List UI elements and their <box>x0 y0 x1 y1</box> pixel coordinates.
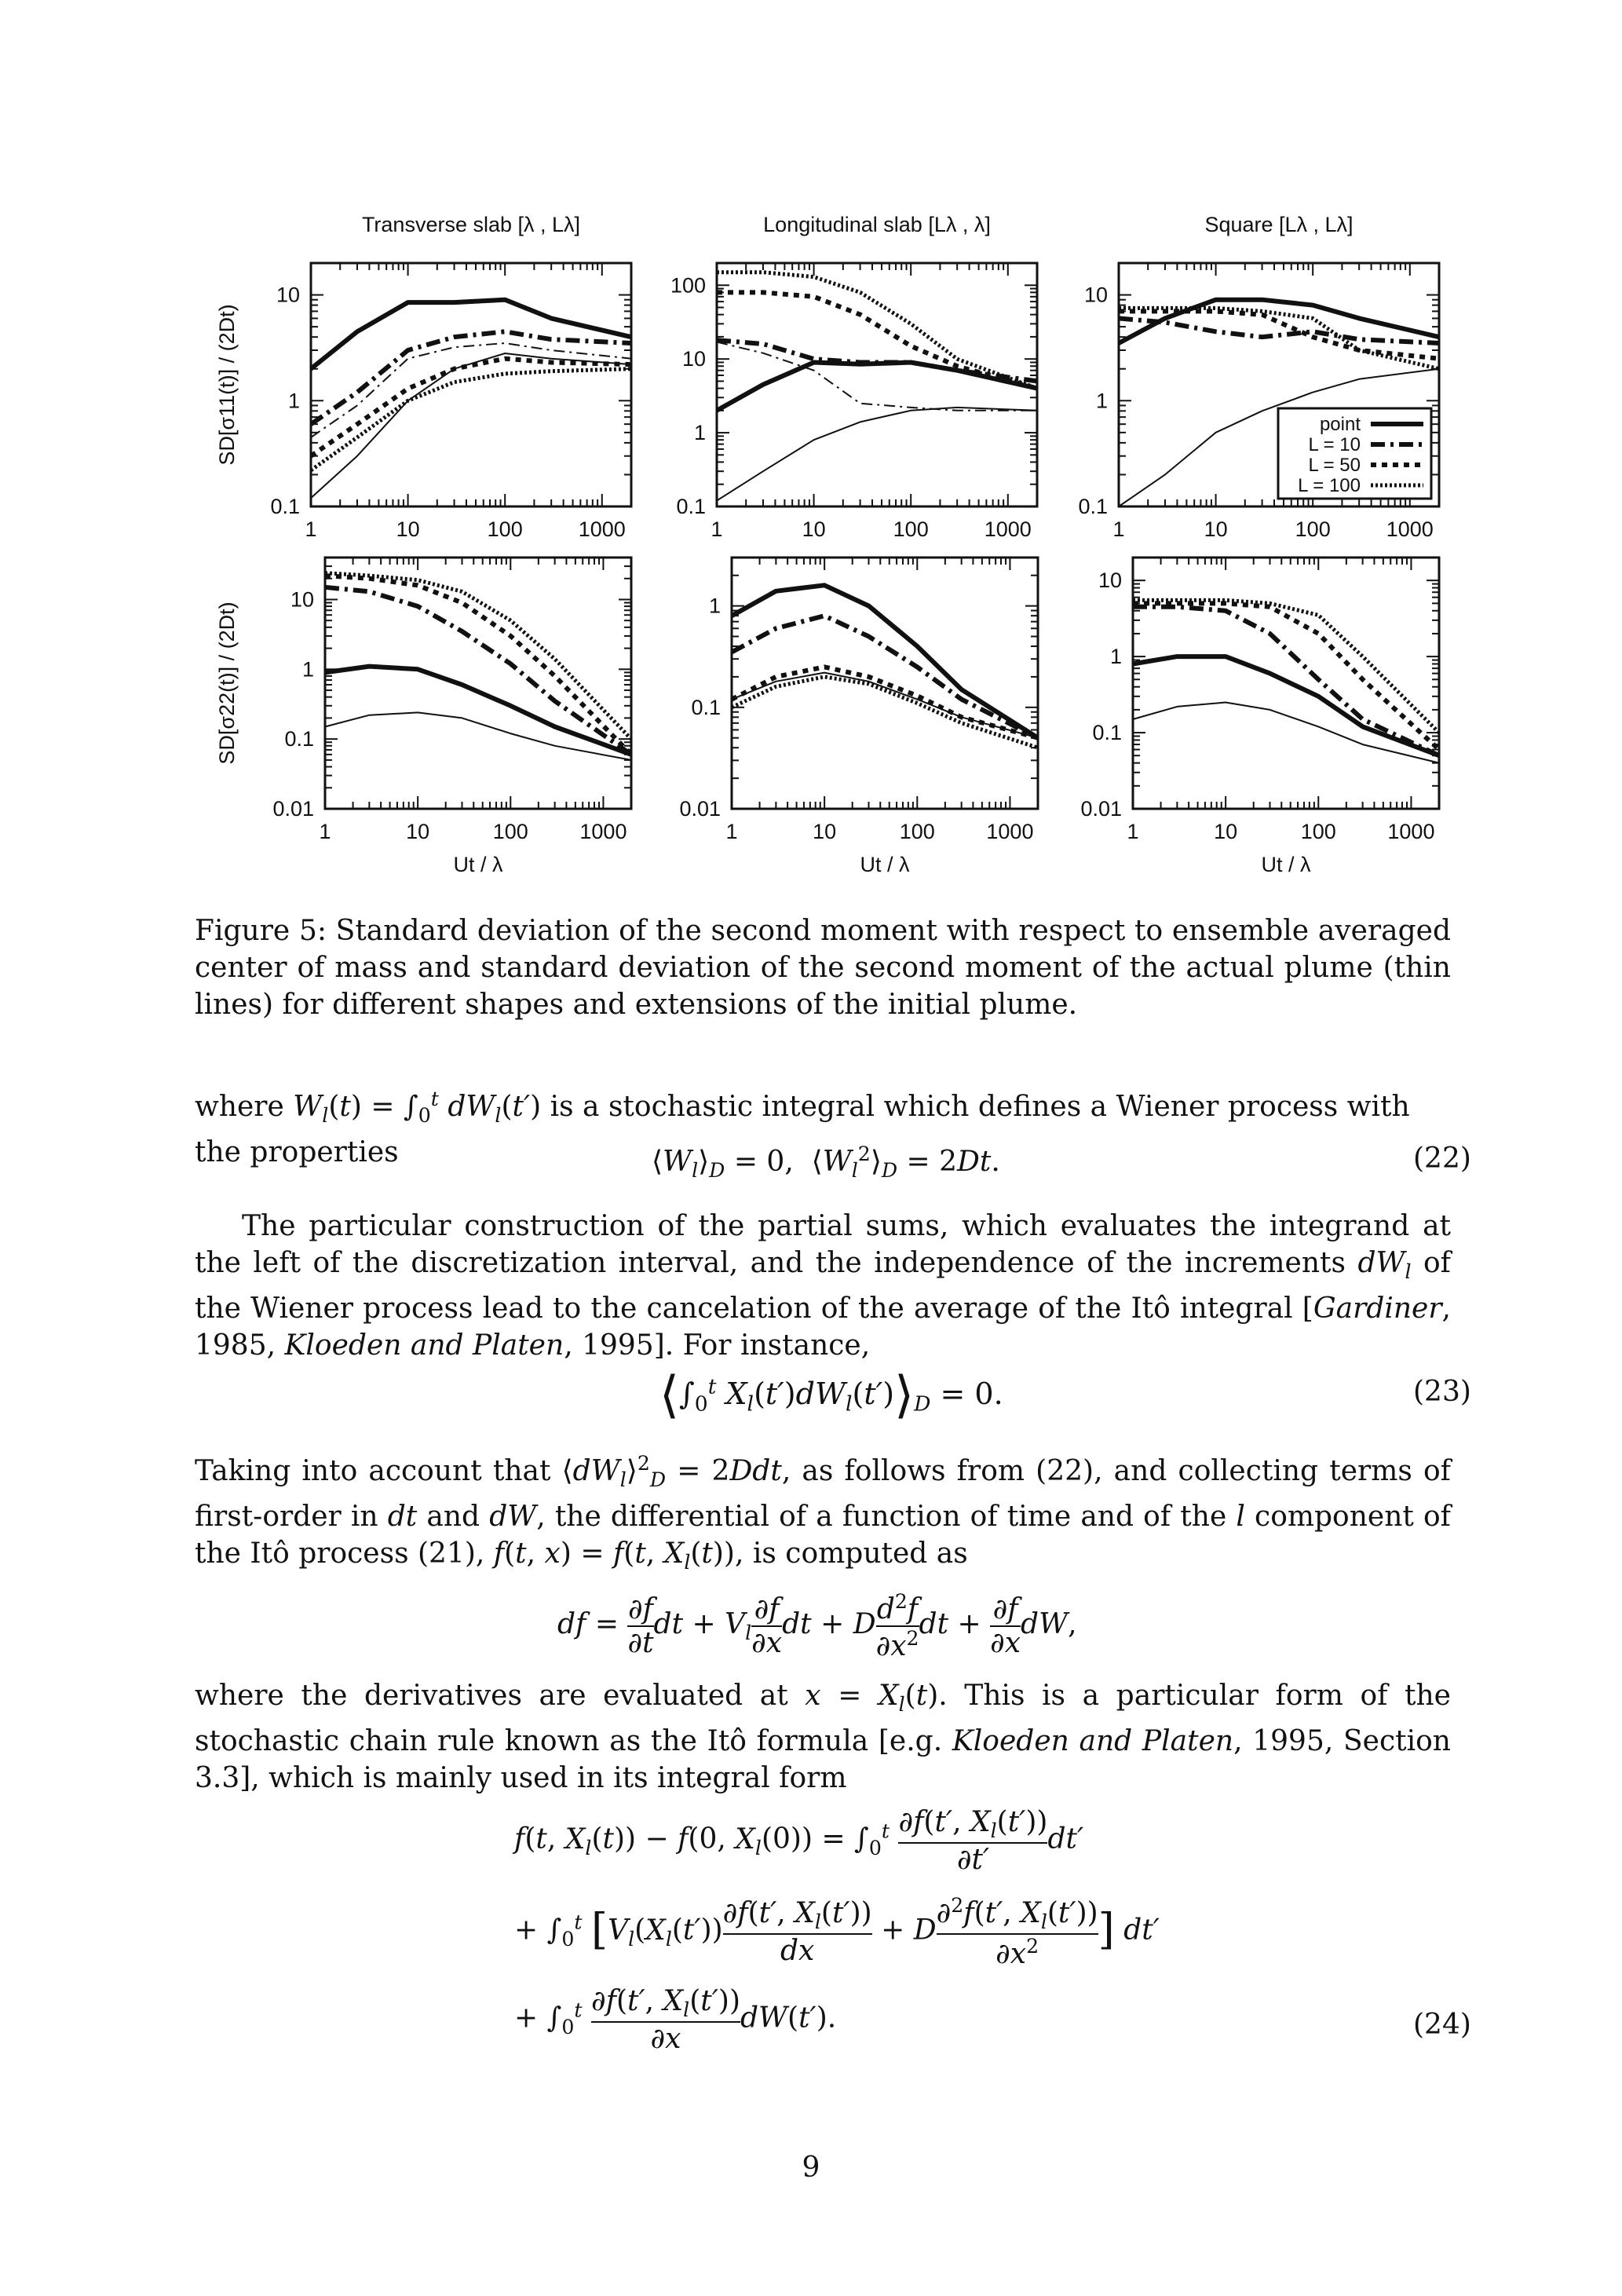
text-segment: , is computed as <box>734 1537 968 1570</box>
equation-number-24: (24) <box>1413 2009 1471 2041</box>
figure-5 <box>0 0 1622 911</box>
x-axis-label: Ut / λ <box>453 853 503 876</box>
y-tick-label: 10 <box>276 283 300 307</box>
y-tick-label: 0.01 <box>679 797 721 821</box>
legend-label: L = 100 <box>1298 475 1361 496</box>
series-line <box>732 667 1038 737</box>
y-tick-label: 10 <box>290 587 314 612</box>
x-tick-label: 100 <box>492 820 528 843</box>
x-tick-label: 10 <box>406 820 430 843</box>
paragraph-ito: The particular construction of the partial sums, which evaluates the integrand at the left of the discretization interval, and the independence of the increments $dW_l$ of the Wiener process lead to the cancelation of the average of the Itô integral [Gardiner, 1985, Kloeden and Platen, 1995]. For instance, <box>195 1210 1451 1362</box>
series-line <box>1133 703 1439 763</box>
y-tick-label: 1 <box>693 421 706 445</box>
equation-itoformula: df = $\frac{\partial f}{\partial t}$ dt + $V_l$ $\frac{\partial f}{\partial x}$ dt + D $\frac{d^2f}{\partial x^2}$ dt + $\frac{\partial f}{\partial x}$ dW, <box>557 1590 1077 1662</box>
equation-24-line3: + $\int_0^t$ $\frac{\partial f(t', X_l(t'))}{\partial x}$ dW(t′). <box>514 1985 837 2056</box>
y-tick-label: 0.01 <box>272 797 314 821</box>
x-tick-label: 10 <box>802 517 826 541</box>
equation-22: $⟨W_l⟩_D = 0$, $⟨W_l^2⟩_D = 2Dt$. <box>652 1143 1000 1183</box>
legend-label: L = 10 <box>1308 434 1361 455</box>
text-segment: , 1985, <box>195 1292 1451 1362</box>
x-tick-label: 1000 <box>1387 820 1435 843</box>
y-axis-label: SD[σ22(t)] / (2Dt) <box>215 601 239 765</box>
x-tick-label: 1000 <box>579 820 627 843</box>
series-line <box>325 667 631 755</box>
x-tick-label: 1000 <box>986 820 1034 843</box>
x-tick-label: 1 <box>1127 820 1139 843</box>
panel-title: Transverse slab [λ , Lλ] <box>361 213 581 236</box>
text-segment: , the differential of a function of time and of the <box>536 1501 1237 1534</box>
x-tick-label: 100 <box>487 517 523 541</box>
y-tick-label: 1 <box>708 594 721 618</box>
x-tick-label: 1 <box>319 820 331 843</box>
text-segment: , 1995]. For instance, <box>564 1329 871 1362</box>
plot-frame <box>732 558 1038 809</box>
y-tick-label: 0.1 <box>1092 721 1122 745</box>
y-axis-label: SD[σ11(t)] / (2Dt) <box>215 304 239 466</box>
y-tick-label: 0.1 <box>1078 495 1108 518</box>
x-tick-label: 1 <box>305 517 317 541</box>
text-segment: , 1995, Section 3.3], which is mainly used in its integral form <box>195 1725 1451 1795</box>
x-axis-label: Ut / λ <box>1261 853 1311 876</box>
citation: Kloeden and Platen <box>284 1329 564 1362</box>
y-tick-label: 0.1 <box>676 495 706 518</box>
x-tick-label: 10 <box>813 820 837 843</box>
x-tick-label: 1000 <box>1386 517 1434 541</box>
series-line <box>1133 600 1439 733</box>
text-segment: , as follows from (22), and collecting terms of first-order in <box>195 1455 1451 1534</box>
paragraph-taking: Taking into account that $⟨dW_l⟩^2_D = 2Ddt$, as follows from (22), and collecting terms of first-order in dt and dW, the differential of a function of time and of the l component of the Itô process (21), f(t, x) = f(t, $X_l(t)$), is computed as <box>195 1452 1451 1574</box>
series-line <box>717 272 1037 389</box>
text-segment: . This is a particular form of the stochastic chain rule known as the Itô formula [e.g. <box>195 1680 1451 1758</box>
y-tick-label: 0.1 <box>691 695 721 719</box>
figure-caption: Figure 5: Standard deviation of the second moment with respect to ensemble averaged center of mass and standard deviation of the second moment of the actual plume (thin lines) for different shapes and extensions of the initial plume. <box>195 915 1451 1021</box>
x-tick-label: 100 <box>893 517 929 541</box>
series-line <box>311 359 631 456</box>
text-segment: is a stochastic integral which defines a Wiener process with the properties <box>195 1091 1410 1169</box>
plot-frame <box>325 558 631 809</box>
series-line <box>717 292 1037 388</box>
series-line <box>1119 318 1439 343</box>
equation-23: $⟨\int_0^t$ $X_l(t')dW_l(t')⟩_D = 0$. <box>659 1366 1003 1424</box>
x-tick-label: 100 <box>899 820 935 843</box>
series-line <box>325 573 631 740</box>
text-segment: The particular construction of the partial sums, which evaluates the integrand at the left of the discretization interval, and the independence of the increments <box>195 1210 1451 1279</box>
x-tick-label: 1 <box>711 517 723 541</box>
equation-24-line2: + $\int_0^t$ [$V_l(X_l(t'))$ $\frac{\partial f(t', X_l(t'))}{dx}$ + D $\frac{\partial^2f(t', X_l(t'))}{\partial x^2}$ ] dt′ <box>514 1894 1160 1971</box>
y-tick-label: 0.1 <box>270 495 300 518</box>
series-line <box>732 616 1038 738</box>
series-line <box>325 587 631 755</box>
series-line <box>732 673 1038 738</box>
text-segment: Taking into account that <box>195 1455 562 1487</box>
figure-svg <box>0 0 1622 911</box>
y-tick-label: 100 <box>670 273 706 298</box>
text-segment: component of the Itô process (21), <box>195 1501 1451 1570</box>
page-number: 9 <box>802 2152 820 2184</box>
y-tick-label: 0.01 <box>1080 797 1122 821</box>
y-tick-label: 1 <box>1109 645 1122 669</box>
paragraph-derivatives: where the derivatives are evaluated at $x = X_l(t)$. This is a particular form of the stochastic chain rule known as the Itô formula [e.g. Kloeden and Platen, 1995, Section 3.3], which is mainly used in its integral form <box>195 1680 1451 1795</box>
series-line <box>717 408 1037 501</box>
citation: Kloeden and Platen <box>952 1725 1234 1758</box>
y-tick-label: 1 <box>1095 389 1108 413</box>
y-tick-label: 1 <box>301 657 314 682</box>
y-tick-label: 1 <box>287 389 300 413</box>
text-segment: where <box>195 1091 294 1123</box>
x-tick-label: 1 <box>725 820 738 843</box>
text-segment: where the derivatives are evaluated at <box>195 1680 806 1712</box>
y-tick-label: 10 <box>1083 283 1108 307</box>
y-tick-label: 0.1 <box>284 727 314 751</box>
x-axis-label: Ut / λ <box>860 853 910 876</box>
citation: Gardiner <box>1313 1292 1442 1325</box>
x-tick-label: 10 <box>1204 517 1228 541</box>
equation-number-23: (23) <box>1413 1376 1471 1408</box>
legend-label: point <box>1319 414 1361 435</box>
x-tick-label: 10 <box>396 517 420 541</box>
paragraph-wiener: where $W_l(t) = \int_0^t$ $dW_l(t')$ is a stochastic integral which defines a Wiener process with the properties <box>195 1088 1410 1169</box>
legend-label: L = 50 <box>1308 455 1361 476</box>
x-tick-label: 1000 <box>984 517 1032 541</box>
panel-title: Square [Lλ , Lλ] <box>1204 213 1353 236</box>
text-segment: of the Wiener process lead to the cancelation of the average of the Itô integral [ <box>195 1247 1451 1325</box>
text-segment: and <box>417 1501 490 1534</box>
x-tick-label: 1000 <box>578 517 626 541</box>
series-line <box>311 300 631 369</box>
equation-24-line1: f(t, $X_l(t)) - f(0$, $X_l(0)) = \int_0^t$ $\frac{\partial f(t', X_l(t'))}{\partial t'}$ dt′ <box>514 1806 1084 1877</box>
equation-number-22: (22) <box>1413 1143 1471 1175</box>
series-line <box>1133 603 1439 749</box>
x-tick-label: 100 <box>1300 820 1336 843</box>
x-tick-label: 10 <box>1214 820 1238 843</box>
y-tick-label: 10 <box>681 347 706 371</box>
x-tick-label: 1 <box>1112 517 1125 541</box>
y-tick-label: 10 <box>1098 569 1122 593</box>
panel-title: Longitudinal slab [Lλ , λ] <box>763 213 991 236</box>
x-tick-label: 100 <box>1295 517 1331 541</box>
